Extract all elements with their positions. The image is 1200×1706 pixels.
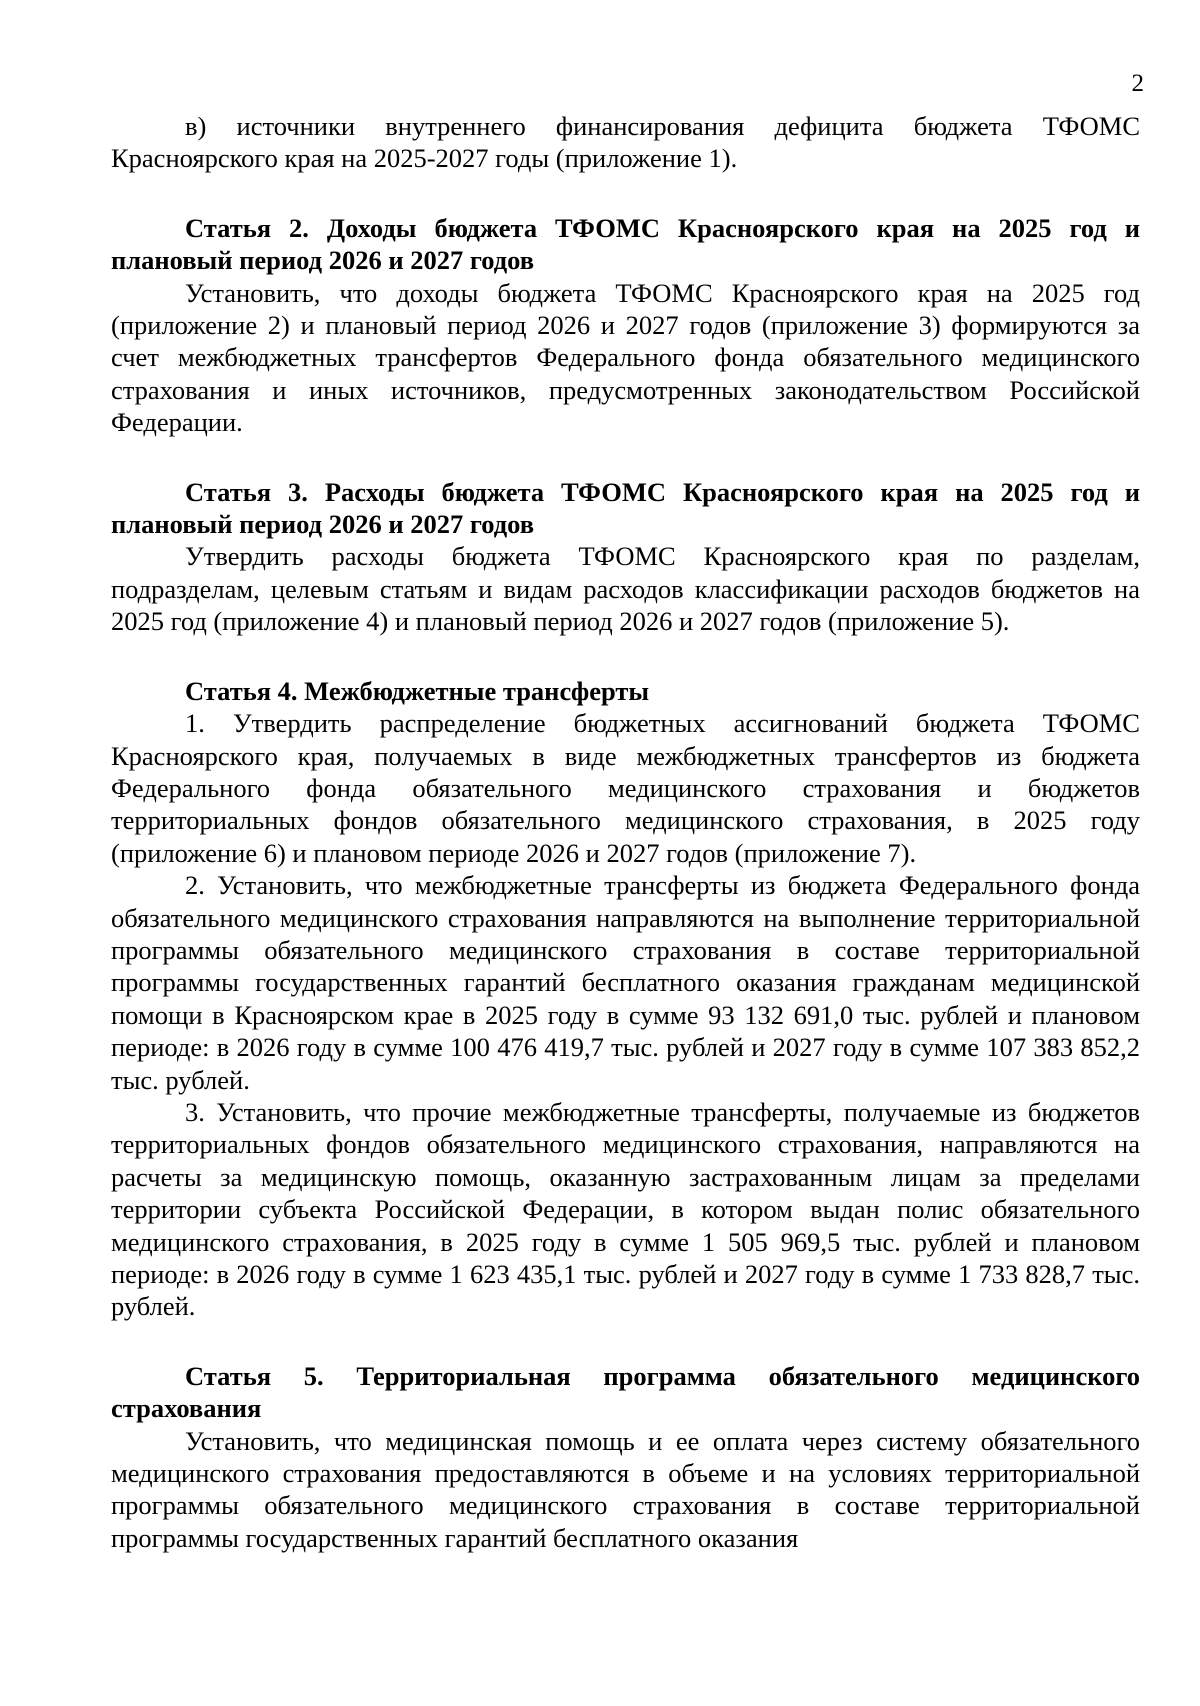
- article-4-title: Статья 4. Межбюджетные трансферты: [185, 675, 650, 706]
- article-5-title: Статья 5. Территориальная программа обязательного медицинского страхования: [111, 1360, 1140, 1424]
- page-number: 2: [1131, 70, 1144, 97]
- intro-item-v: в) источники внутреннего финансирования дефицита бюджета ТФОМС Красноярского края на 2025-2027 годы (приложение 1).: [111, 111, 1140, 174]
- article-3-paragraph-1: Утвердить расходы бюджета ТФОМС Красноярского края по разделам, подразделам, целевым статьям и видам расходов классификации расходов бюджетов на 2025 год (приложение 4) и плановый период 2026 и 2027 годов (приложение 5).: [111, 541, 1140, 637]
- article-4-paragraph-3: 3. Установить, что прочие межбюджетные трансферты, получаемые из бюджетов территориальных фондов обязательного медицинского страхования, направляются на расчеты за медицинскую помощь, оказанную застрахованным лицам за пределами территории субъекта Российской Федерации, в котором выдан полис обязательного медицинского страхования, в 2025 году в сумме 1 505 969,5 тыс. рублей и плановом периоде: в 2026 году в сумме 1 623 435,1 тыс. рублей и 2027 году в сумме 1 733 828,7 тыс. рублей.: [111, 1096, 1140, 1322]
- article-5: [111, 1360, 1140, 1554]
- article-4-paragraph-1: 1. Утвердить распределение бюджетных ассигнований бюджета ТФОМС Красноярского края, получаемых в виде межбюджетных трансфертов из бюджета Федерального фонда обязательного медицинского страхования и бюджетов территориальных фондов обязательного медицинского страхования, в 2025 году (приложение 6) и плановом периоде 2026 и 2027 годов (приложение 7).: [111, 708, 1140, 868]
- document-body: [111, 110, 1140, 1554]
- article-2-paragraph-1: Установить, что доходы бюджета ТФОМС Красноярского края на 2025 год (приложение 2) и плановый период 2026 и 2027 годов (приложение 3) формируются за счет межбюджетных трансфертов Федерального фонда обязательного медицинского страхования и иных источников, предусмотренных законодательством Российской Федерации.: [111, 277, 1140, 438]
- article-4-paragraph-2: 2. Установить, что межбюджетные трансферты из бюджета Федерального фонда обязательного медицинского страхования направляются на выполнение территориальной программы обязательного медицинского страхования в составе территориальной программы государственных гарантий бесплатного оказания гражданам медицинской помощи в Красноярском крае в 2025 году в сумме 93 132 691,0 тыс. рублей и плановом периоде: в 2026 году в сумме 100 476 419,7 тыс. рублей и 2027 году в сумме 107 383 852,2 тыс. рублей.: [111, 870, 1140, 1095]
- article-3-title: Статья 3. Расходы бюджета ТФОМС Красноярского края на 2025 год и плановый период 2026 и 2027 годов: [111, 476, 1140, 540]
- article-3: [111, 476, 1140, 638]
- article-2-title: Статья 2. Доходы бюджета ТФОМС Красноярского края на 2025 год и плановый период 2026 и 2027 годов: [111, 212, 1140, 276]
- intro-section: [111, 110, 1140, 175]
- article-5-paragraph-1: Установить, что медицинская помощь и ее оплата через систему обязательного медицинского страхования предоставляются в объеме и на условиях территориальной программы обязательного медицинского страхования в составе территориальной программы государственных гарантий бесплатного оказания: [111, 1425, 1140, 1553]
- article-2: [111, 212, 1140, 439]
- article-4: [111, 675, 1140, 1323]
